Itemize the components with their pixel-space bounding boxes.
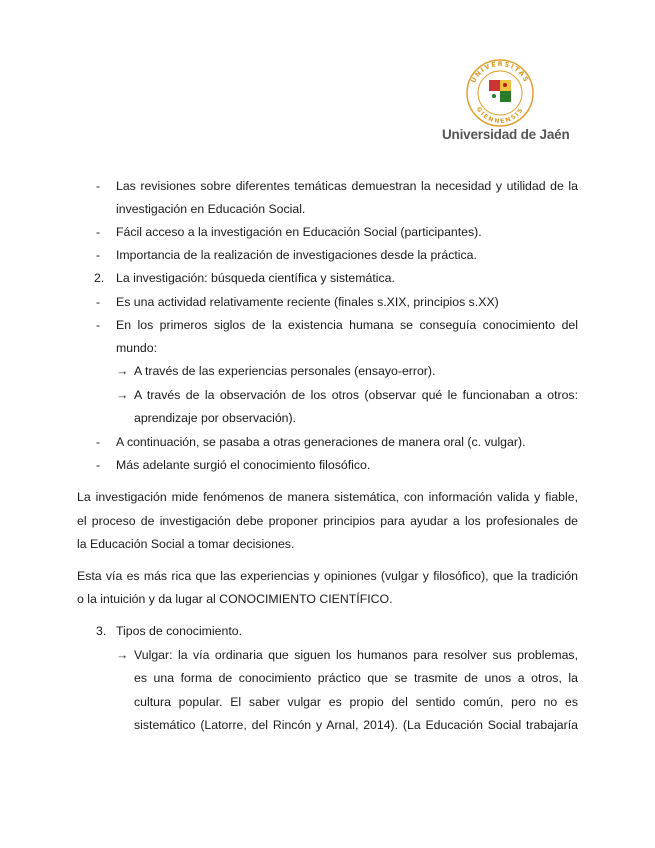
text-line: mundo: xyxy=(116,341,158,355)
text-line: Vulgar: la vía ordinaria que siguen los humanos para resolver sus problemas, xyxy=(134,648,578,662)
dash-marker: - xyxy=(96,179,101,193)
dash-marker: - xyxy=(96,318,101,332)
text-line: A través de la observación de los otros (observar qué le funcionaban a otros: xyxy=(134,388,578,402)
paragraph-line: la Educación Social a tomar decisiones. xyxy=(77,537,295,551)
dash-marker: - xyxy=(96,248,101,262)
dash-marker: - xyxy=(96,435,101,449)
arrow-marker: → xyxy=(116,364,129,378)
dash-marker: - xyxy=(96,458,101,472)
text-line: La investigación: búsqueda científica y sistemática. xyxy=(116,271,395,285)
text-line: Fácil acceso a la investigación en Educación Social (participantes). xyxy=(116,225,482,239)
arrow-marker: → xyxy=(116,388,129,402)
text-line: sistemático (Latorre, del Rincón y Arnal, 2014). (La Educación Social trabajaría xyxy=(134,718,578,732)
text-line: aprendizaje por observación). xyxy=(134,411,297,425)
svg-text:UNIVERSITAS: UNIVERSITAS xyxy=(469,59,531,85)
svg-text:GIENNENSIS: GIENNENSIS xyxy=(474,105,526,126)
text-line: A continuación, se pasaba a otras generaciones de manera oral (c. vulgar). xyxy=(116,435,526,449)
text-line: Más adelante surgió el conocimiento filosófico. xyxy=(116,458,371,472)
number-marker: 2. xyxy=(94,271,105,285)
paragraph-line: o la intuición y da lugar al CONOCIMIENTO CIENTÍFICO. xyxy=(77,592,393,606)
dash-marker: - xyxy=(96,225,101,239)
text-line: En los primeros siglos de la existencia humana se conseguía conocimiento del xyxy=(116,318,578,332)
arrow-marker: → xyxy=(116,648,129,662)
paragraph-line: el proceso de investigación debe proponer principios para ayudar a los profesionales de xyxy=(77,514,578,528)
text-line: investigación en Educación Social. xyxy=(116,202,306,216)
text-line: A través de las experiencias personales (ensayo-error). xyxy=(134,364,436,378)
text-line: cultura popular. El saber vulgar es propio del sentido común, pero no es xyxy=(134,695,578,709)
text-line: Es una actividad relativamente reciente (finales s.XIX, principios s.XX) xyxy=(116,295,499,309)
university-name: Universidad de Jaén xyxy=(442,127,570,142)
dash-marker: - xyxy=(96,295,101,309)
number-marker: 3. xyxy=(96,624,107,638)
paragraph-line: Esta vía es más rica que las experiencias y opiniones (vulgar y filosófico), que la tradición xyxy=(77,569,578,583)
text-line: Las revisiones sobre diferentes temáticas demuestran la necesidad y utilidad de la xyxy=(116,179,578,193)
text-line: Importancia de la realización de investigaciones desde la práctica. xyxy=(116,248,477,262)
text-line: Tipos de conocimiento. xyxy=(116,624,242,638)
paragraph-line: La investigación mide fenómenos de manera sistemática, con información valida y fiable, xyxy=(77,490,578,504)
text-line: es una forma de conocimiento práctico que se trasmite de unos a otros, la xyxy=(134,671,578,685)
university-seal-icon xyxy=(465,58,535,128)
